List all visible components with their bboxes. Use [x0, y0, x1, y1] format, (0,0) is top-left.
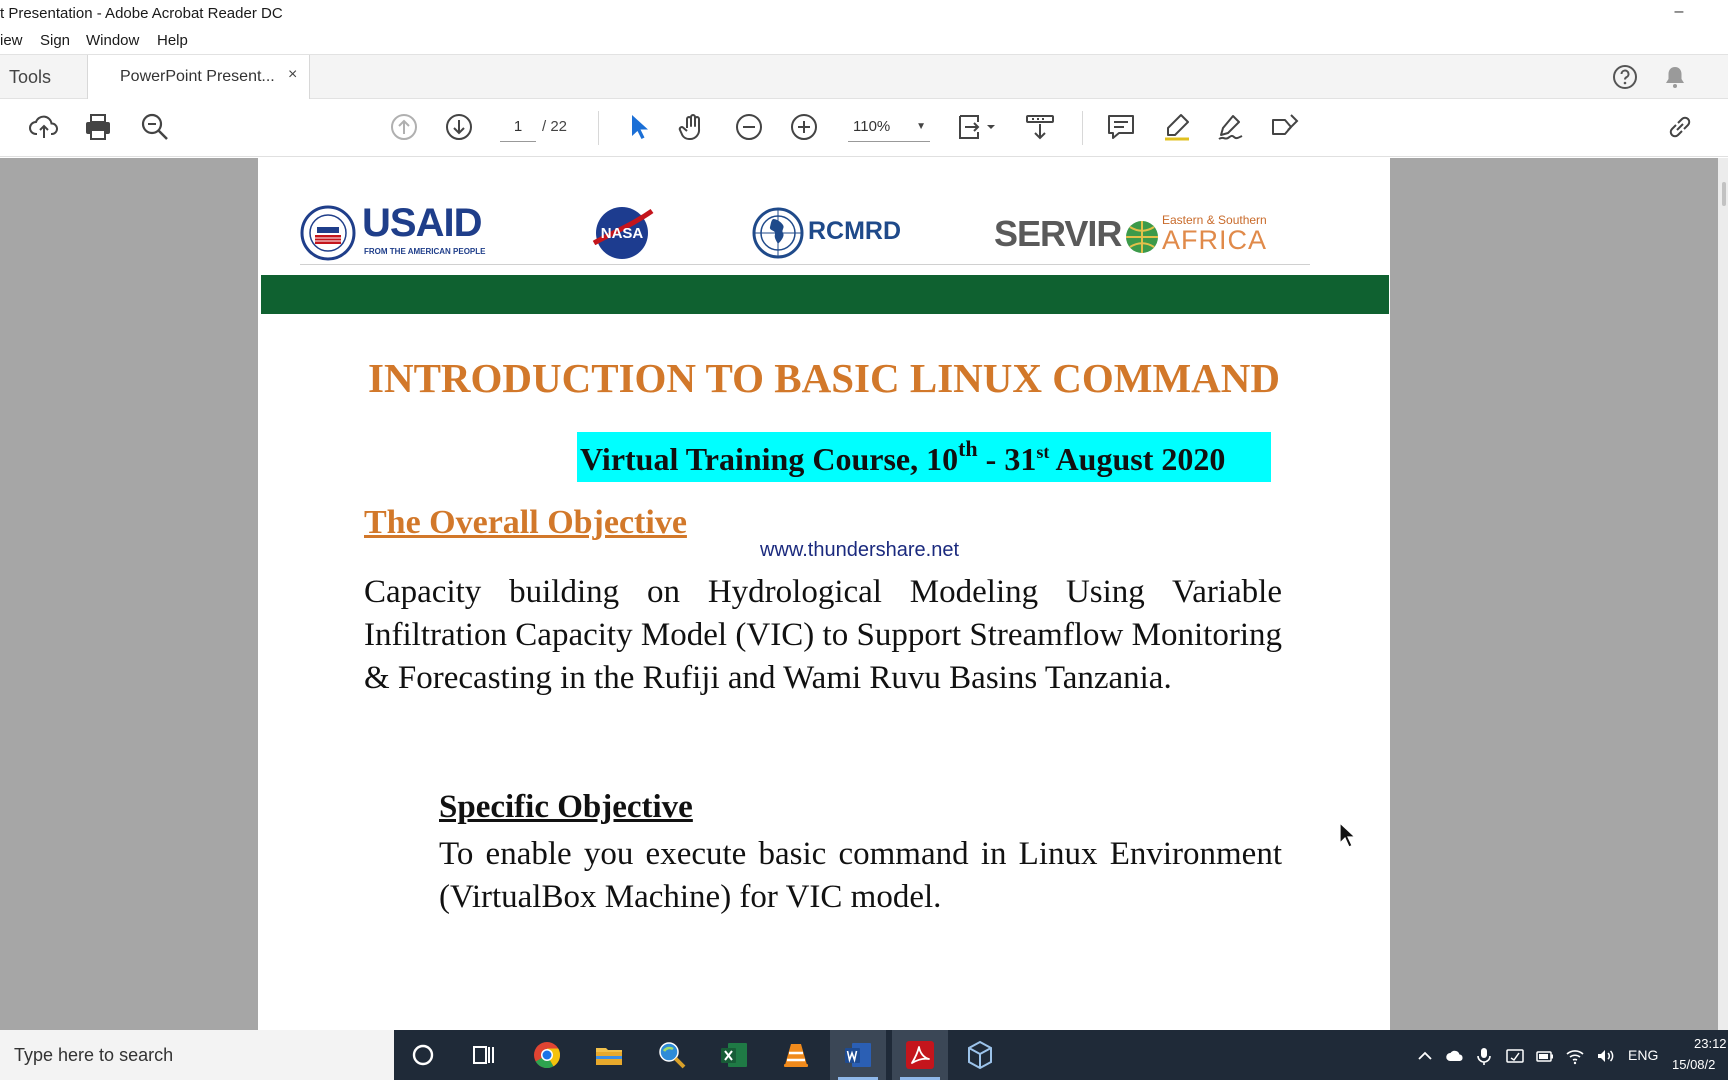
task-view-icon[interactable]: [468, 1039, 500, 1071]
file-explorer-icon[interactable]: [593, 1039, 625, 1071]
clock-time[interactable]: 23:12: [1694, 1036, 1727, 1051]
overall-objective-text: Capacity building on Hydrological Modeling Using Variable Infiltration Capacity Model (VIC) to Support Streamflow Monitoring & Forecasting in the Rufiji and Wami Ruvu Basins Tanzania.: [364, 574, 1282, 696]
logo-divider: [300, 264, 1310, 265]
watermark-text: www.thundershare.net: [760, 539, 960, 561]
hand-tool-icon[interactable]: [677, 111, 709, 143]
search-magnifier-app-icon[interactable]: [656, 1039, 688, 1071]
close-icon[interactable]: ×: [288, 66, 298, 83]
zoom-level-select[interactable]: [848, 112, 930, 142]
specific-objective-heading: Specific Objective: [439, 789, 693, 825]
course-suffix: August 2020: [1049, 441, 1226, 477]
zoom-level-value: 110%: [853, 118, 891, 135]
battery-icon[interactable]: [1535, 1046, 1555, 1066]
tab-bar: [0, 54, 1728, 99]
chrome-icon[interactable]: [531, 1039, 563, 1071]
toolbar: [0, 99, 1728, 157]
previous-page-icon[interactable]: [388, 111, 420, 143]
servir-region-small: Eastern & Southern: [1162, 213, 1267, 227]
fit-page-icon[interactable]: [956, 111, 1000, 143]
onedrive-cloud-icon[interactable]: [1445, 1046, 1465, 1066]
minimize-button[interactable]: –: [1674, 3, 1684, 20]
vertical-scrollbar[interactable]: [1718, 158, 1728, 1030]
servir-region: AFRICA: [1162, 225, 1268, 255]
mouse-cursor-icon: [1339, 822, 1357, 848]
zoom-in-icon[interactable]: [788, 111, 820, 143]
cortana-icon[interactable]: [407, 1039, 439, 1071]
share-link-icon[interactable]: [1664, 111, 1696, 143]
language-indicator[interactable]: ENG: [1628, 1047, 1659, 1063]
word-icon[interactable]: [842, 1039, 874, 1071]
print-icon[interactable]: [82, 111, 114, 143]
toolbar-divider: [598, 111, 599, 145]
tab-tools[interactable]: Tools: [0, 55, 88, 99]
virtualbox-icon[interactable]: [964, 1039, 996, 1071]
usaid-seal-icon: [300, 205, 356, 261]
chevron-down-icon: ▼: [916, 121, 926, 132]
microphone-icon[interactable]: [1474, 1046, 1494, 1066]
menu-bar: [0, 28, 1728, 54]
edit-tag-icon[interactable]: [1269, 111, 1301, 143]
excel-icon[interactable]: [718, 1039, 750, 1071]
tab-document[interactable]: [88, 55, 310, 100]
zoom-search-icon[interactable]: [139, 111, 171, 143]
course-middle: - 31: [977, 441, 1037, 477]
vlc-icon[interactable]: [780, 1039, 812, 1071]
chevron-up-icon[interactable]: [1415, 1046, 1435, 1066]
menu-view[interactable]: iew: [0, 32, 23, 49]
logo-row: [300, 197, 1310, 269]
taskbar: [0, 1030, 1728, 1080]
clock-date[interactable]: 15/08/2: [1672, 1057, 1716, 1072]
security-icon[interactable]: [1505, 1046, 1525, 1066]
nasa-logo-icon: [590, 205, 654, 261]
menu-sign[interactable]: Sign: [40, 32, 71, 49]
specific-objective-text: To enable you execute basic command in Linux Environment (VirtualBox Machine) for VIC model.: [439, 836, 1282, 915]
menu-window[interactable]: Window: [86, 32, 140, 49]
taskbar-search-box[interactable]: [0, 1030, 394, 1080]
page-number-input[interactable]: 1: [500, 112, 536, 142]
acrobat-reader-icon[interactable]: [904, 1039, 936, 1071]
overall-objective-heading: The Overall Objective: [364, 504, 687, 541]
scroll-mode-icon[interactable]: [1024, 111, 1056, 143]
green-header-band: [261, 275, 1389, 314]
scrollbar-thumb[interactable]: [1722, 182, 1726, 206]
course-dates: [580, 436, 1225, 478]
title-bar: [0, 0, 1728, 28]
wifi-icon[interactable]: [1565, 1046, 1585, 1066]
rcmrd-globe-icon: [750, 205, 806, 261]
course-prefix: Virtual Training Course, 10: [580, 441, 959, 477]
draw-signature-icon[interactable]: [1215, 111, 1247, 143]
toolbar-divider: [1082, 111, 1083, 145]
rcmrd-logo-text: RCMRD: [808, 217, 902, 245]
window-title: t Presentation - Adobe Acrobat Reader DC: [0, 5, 283, 22]
volume-icon[interactable]: [1595, 1046, 1615, 1066]
taskbar-search-placeholder: Type here to search: [14, 1045, 174, 1065]
bell-icon[interactable]: [1662, 64, 1688, 90]
servir-logo-text: SERVIR: [994, 213, 1122, 254]
usaid-tagline: FROM THE AMERICAN PEOPLE: [364, 247, 486, 256]
next-page-icon[interactable]: [443, 111, 475, 143]
servir-globe-icon: [1124, 219, 1160, 255]
tab-document-label: PowerPoint Present...: [120, 68, 275, 85]
upload-cloud-icon[interactable]: [28, 111, 60, 143]
course-sup-st: st: [1036, 442, 1050, 462]
slide-title: INTRODUCTION TO BASIC LINUX COMMAND: [368, 355, 1280, 401]
help-icon[interactable]: [1612, 64, 1638, 90]
page-total: / 22: [542, 118, 568, 135]
comment-icon[interactable]: [1105, 111, 1137, 143]
nasa-logo-text: NASA: [600, 225, 644, 242]
usaid-logo-text: USAID: [362, 201, 482, 245]
zoom-out-icon[interactable]: [733, 111, 765, 143]
pdf-page[interactable]: [258, 157, 1390, 1030]
course-sup-th: th: [958, 436, 978, 461]
highlight-pen-icon[interactable]: [1161, 111, 1193, 143]
select-cursor-icon[interactable]: [623, 111, 655, 143]
menu-help[interactable]: Help: [157, 32, 188, 49]
